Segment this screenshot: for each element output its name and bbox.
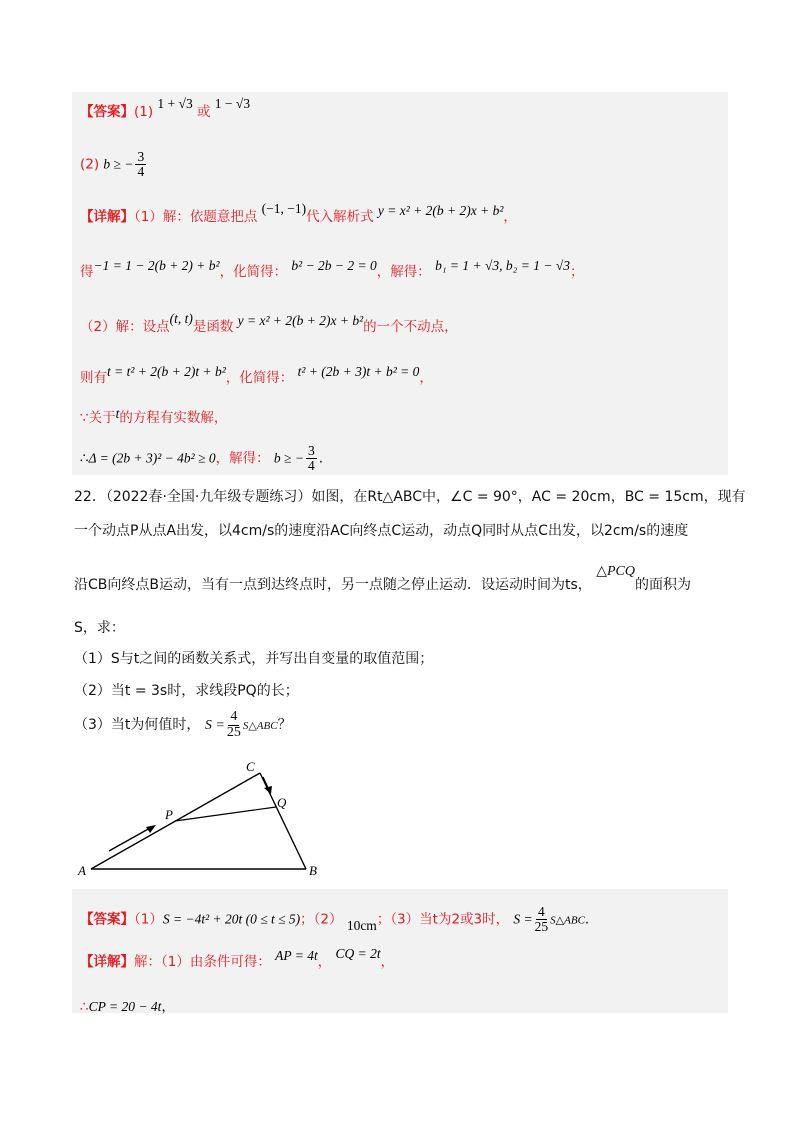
triangle-figure bbox=[76, 755, 336, 885]
answer2-part3-s: S = bbox=[513, 911, 533, 927]
label-a: A bbox=[78, 863, 86, 878]
answer2-line bbox=[80, 905, 589, 934]
detail2-line2 bbox=[80, 995, 175, 1015]
detail2-line2-end: ， bbox=[161, 999, 175, 1015]
question22-line1: 22．（2022春·全国·九年级专题练习）如图，在Rt△ABC中，∠C = 90°，AC = 20cm，BC = 15cm，现有 bbox=[74, 489, 746, 505]
question22-triangle: △PCQ bbox=[596, 564, 635, 579]
detail2-sep: ， bbox=[317, 954, 332, 970]
question22-line3-text: 沿CB向终点B运动，当有一点到达终点时，另一点随之停止运动．设运动时间为ts， bbox=[74, 577, 592, 593]
answer1-part2: (2) bbox=[80, 156, 100, 173]
answer2-label: 【答案】 bbox=[80, 911, 134, 928]
detail1-line3 bbox=[80, 311, 458, 335]
detail1-line2-end: ； bbox=[569, 264, 584, 280]
detail1-line1-text-a: （1）解：依题意把点 bbox=[134, 209, 258, 225]
detail1-line4-end: ， bbox=[419, 370, 433, 386]
detail2-ap: AP = 4t bbox=[275, 948, 318, 963]
detail1-function: y = x² + 2(b + 2)x + b² bbox=[377, 203, 504, 218]
arrow-ap-head bbox=[146, 825, 156, 833]
detail1-line6-text-b: ，解得： bbox=[215, 450, 270, 467]
answer1-part2-num: 3 bbox=[137, 149, 145, 164]
answer2-part2-value: 10cm bbox=[346, 917, 377, 933]
detail1-line6-eq2: b ≥ − bbox=[273, 450, 304, 466]
arrow-cq-head bbox=[264, 786, 272, 794]
detail1-line1-end: ， bbox=[503, 209, 517, 225]
label-c: C bbox=[246, 759, 255, 774]
answer1-value1: 1 + √3 bbox=[157, 96, 193, 111]
detail1-line6-den: 4 bbox=[307, 458, 315, 474]
answer2-part1: （1） bbox=[134, 911, 163, 928]
question22-sub3-end: ？ bbox=[277, 717, 292, 734]
detail2-line1-end: ， bbox=[380, 954, 395, 970]
detail1-line3-text-b: 是函数 bbox=[192, 319, 234, 335]
label-p: P bbox=[165, 807, 173, 822]
detail1-line2 bbox=[80, 260, 583, 280]
question22-line3 bbox=[74, 564, 691, 594]
question22-line4: S，求： bbox=[74, 620, 125, 636]
detail2-cp: CP = 20 − 4t bbox=[88, 999, 162, 1014]
detail1-line3-point: (t, t) bbox=[169, 311, 193, 326]
label-q: Q bbox=[277, 795, 287, 810]
answer1-part2-expr: b ≥ − bbox=[103, 156, 134, 172]
answer1-or: 或 bbox=[197, 104, 211, 120]
detail2-line1-text: 解：（1）由条件可得： bbox=[134, 954, 271, 970]
question22-sub2: （2）当t = 3s时，求线段PQ的长； bbox=[74, 683, 299, 699]
detail1-line2-text-a: 得 bbox=[80, 264, 94, 280]
detail2-cq: CQ = 2t bbox=[335, 946, 381, 961]
answer2-part3-den: 25 bbox=[534, 919, 549, 935]
question22-line2: 一个动点P从点A出发，以4cm/s的速度沿AC向终点C运动，动点Q同时从点C出发，以2cm/s的速度 bbox=[74, 523, 689, 539]
question22-line3-end: 的面积为 bbox=[635, 577, 691, 593]
detail2-line1 bbox=[80, 946, 395, 970]
detail1-line6 bbox=[80, 444, 323, 473]
detail1-line6-eq: Δ = (2b + 3)² − 4b² ≥ 0 bbox=[88, 450, 216, 466]
question22-sub1: （1）S与t之间的函数关系式，并写出自变量的取值范围； bbox=[74, 651, 434, 667]
detail1-line3-text-a: （2）解：设点 bbox=[80, 319, 170, 335]
answer1-part1: (1) bbox=[134, 104, 154, 120]
detail2-therefore: ∴ bbox=[80, 999, 89, 1015]
detail1-line1 bbox=[80, 201, 517, 225]
detail1-line3-text-c: 的一个不动点， bbox=[363, 319, 458, 335]
segment-pq bbox=[175, 807, 276, 821]
answer2-part2: （2） bbox=[313, 911, 343, 928]
question22-sub3-text: （3）当t为何值时， bbox=[74, 717, 201, 734]
detail1-line5-text-a: ∵关于 bbox=[80, 410, 116, 426]
question22-sub3-den: 25 bbox=[226, 724, 241, 740]
detail1-label: 【详解】 bbox=[80, 209, 134, 225]
question22-sub3 bbox=[74, 710, 292, 740]
detail1-line2-eq2: b² − 2b − 2 = 0 bbox=[291, 258, 377, 273]
answer2-part3-end: . bbox=[584, 911, 590, 928]
detail1-line6-therefore: ∴ bbox=[80, 450, 89, 467]
arrow-cq-shaft bbox=[263, 777, 268, 788]
answer2-part3-num: 4 bbox=[538, 904, 545, 919]
answer1-line bbox=[80, 96, 251, 120]
detail1-line2-eq: −1 = 1 − 2(b + 2) + b² bbox=[93, 258, 220, 273]
answer1-part2-den: 4 bbox=[137, 164, 145, 180]
answer2-sep2: ； bbox=[376, 911, 391, 928]
question22-sub3-s: S = bbox=[204, 718, 225, 734]
label-b: B bbox=[309, 863, 317, 878]
detail1-line2-eq3: b₁ = 1 + √3, b₂ = 1 − √3 bbox=[435, 258, 570, 273]
answer1-value2: 1 − √3 bbox=[214, 96, 251, 111]
answer2-part1-eq: S = −4t² + 20t (0 ≤ t ≤ 5) bbox=[162, 911, 301, 927]
answer2-part3: （3）当t为2或3时， bbox=[390, 911, 510, 928]
question22-sub3-sabc: S△ABC bbox=[242, 720, 278, 733]
detail1-line2-text-b: ，化简得： bbox=[219, 264, 288, 280]
detail1-line4-text-a: 则有 bbox=[80, 370, 107, 386]
answer1-label: 【答案】 bbox=[80, 104, 134, 120]
detail1-line5 bbox=[80, 406, 227, 426]
detail2-label: 【详解】 bbox=[80, 954, 134, 970]
answer2-sep1: ； bbox=[300, 911, 314, 928]
answer2-part3-sabc: S△ABC bbox=[550, 914, 585, 927]
detail1-line2-text-c: ，解得： bbox=[376, 264, 431, 280]
question22-sub3-num: 4 bbox=[230, 709, 238, 724]
answer1-part2-line bbox=[80, 150, 148, 179]
detail1-line3-function: y = x² + 2(b + 2)x + b² bbox=[237, 313, 364, 328]
detail1-line1-text-b: 代入解析式 bbox=[306, 209, 374, 225]
detail1-line4-text-b: ，化简得： bbox=[225, 370, 294, 386]
detail1-line4-eq2: t² + (2b + 3)t + b² = 0 bbox=[297, 364, 420, 379]
detail1-line6-end: . bbox=[318, 450, 323, 467]
detail1-point: (−1, −1) bbox=[261, 201, 307, 216]
detail1-line6-num: 3 bbox=[307, 443, 315, 458]
detail1-line4 bbox=[80, 366, 433, 386]
detail1-line4-eq: t = t² + 2(b + 2)t + b² bbox=[107, 364, 226, 379]
detail1-line5-t: t bbox=[115, 406, 120, 421]
detail1-line5-text-b: 的方程有实数解， bbox=[119, 410, 228, 426]
